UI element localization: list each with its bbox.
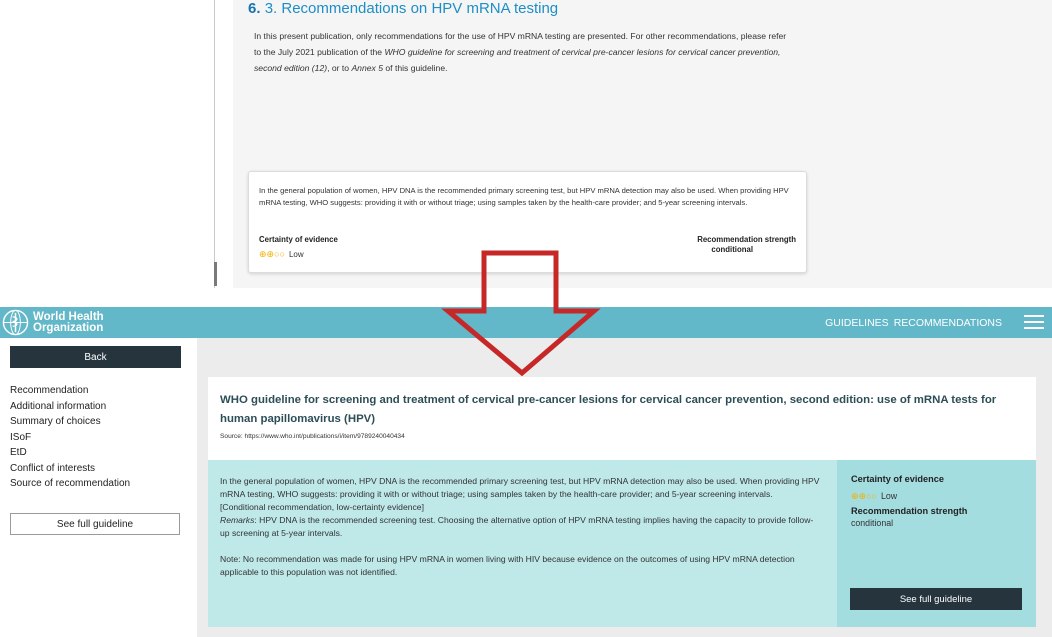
- guideline-source: Source: https://www.who.int/publications/i/item/9789240040434: [220, 433, 405, 440]
- recommendation-card: [208, 377, 1036, 627]
- hamburger-menu-icon[interactable]: [1024, 315, 1044, 331]
- sidebar-item-conflict-of-interests[interactable]: Conflict of interests: [10, 462, 96, 474]
- paragraph-text: In this present publication, only recommendations for the use of HPV mRNA testing are presented. For other recommendations, please refer to the July 2021 publication of the: [254, 31, 787, 57]
- logo-line: Organization: [33, 321, 104, 334]
- sidebar-item-summary-of-choices[interactable]: Summary of choices: [10, 416, 101, 427]
- down-arrow-icon: [440, 247, 605, 377]
- certainty-label: Certainty of evidence: [259, 235, 338, 244]
- section-title: 3. Recommendations on HPV mRNA testing: [264, 0, 559, 17]
- remarks-text: : HPV DNA is the recommended screening test. Choosing the alternative option of HPV mRNA testing implies having the capacity to provide follow-up screening at 5-year intervals.: [220, 515, 814, 538]
- recommendation-statement: In the general population of women, HPV DNA is the recommended primary screening test, but HPV mRNA detection may also be used. When providing HPV mRNA testing, WHO suggests: providing it with or without triage; using samples taken by the health-care provider; and 5-year screening intervals.: [220, 476, 820, 499]
- paragraph-text: , or to: [327, 63, 352, 73]
- sidebar-item-source-of-recommendation[interactable]: Source of recommendation: [10, 478, 131, 489]
- remarks-label: Remarks: [220, 515, 255, 525]
- sidebar: [0, 338, 197, 637]
- certainty-row: [259, 249, 304, 260]
- certainty-rating-icon: ⊕⊕○○: [851, 491, 877, 501]
- recommendation-box-text: In the general population of women, HPV DNA is the recommended primary screening test, but HPV mRNA detection may also be used. When providing HPV mRNA testing, WHO suggests: providing it with or without triage; using samples taken by the health-care provider; and 5-year screening intervals.: [259, 186, 789, 207]
- logo-line: World Health: [33, 310, 104, 323]
- who-logo-text: [33, 312, 104, 334]
- strength-value: conditional: [711, 245, 753, 254]
- strength-label: Recommendation strength: [851, 506, 968, 516]
- sidebar-nav: [10, 383, 130, 492]
- certainty-row: [851, 491, 897, 502]
- scroll-marker: [214, 262, 217, 286]
- divider: [214, 0, 215, 288]
- section-heading: [248, 0, 558, 17]
- paragraph-text: of this guideline.: [383, 63, 448, 73]
- sidebar-item-isof[interactable]: ISoF: [10, 431, 32, 443]
- strength-value: conditional: [851, 518, 894, 528]
- sidebar-item-recommendation[interactable]: Recommendation: [10, 385, 89, 396]
- certainty-rating-icon: ⊕⊕○○: [259, 249, 285, 259]
- certainty-value: Low: [288, 250, 304, 259]
- recommendation-remarks: [220, 514, 820, 540]
- see-full-guideline-button[interactable]: See full guideline: [850, 588, 1022, 610]
- section-number: 6.: [248, 0, 261, 17]
- recommendation-text: [220, 475, 820, 579]
- certainty-value: Low: [880, 491, 898, 501]
- certainty-label: Certainty of evidence: [851, 474, 944, 484]
- nav-recommendations[interactable]: RECOMMENDATIONS: [893, 316, 1002, 329]
- section-paragraph: [254, 28, 794, 76]
- back-button[interactable]: Back: [10, 346, 181, 368]
- evidence-panel: [837, 460, 1036, 627]
- recommendation-hiv-note: Note: No recommendation was made for using HPV mRNA in women living with HIV because evidence on the outcomes of using HPV mRNA detection applicable to this population was not identified.: [220, 554, 795, 577]
- who-logo[interactable]: [2, 307, 104, 338]
- paragraph-annex-link[interactable]: Annex 5: [351, 63, 383, 73]
- recommendation-panel: [208, 460, 837, 627]
- sidebar-item-additional-information[interactable]: Additional information: [10, 400, 107, 412]
- main-nav: [825, 307, 1002, 338]
- see-full-guideline-button[interactable]: See full guideline: [10, 513, 180, 535]
- sidebar-item-etd[interactable]: EtD: [10, 447, 27, 458]
- guideline-title: WHO guideline for screening and treatment of cervical pre-cancer lesions for cervical cancer prevention, second edition: use of mRNA tests for human papillomavirus (HPV): [220, 394, 997, 425]
- strength-label: Recommendation strength: [697, 235, 796, 244]
- nav-guidelines[interactable]: GUIDELINES: [825, 316, 889, 329]
- paragraph-guideline-link[interactable]: WHO guideline for screening and treatment of cervical pre-cancer lesions for cervical cancer prevention, second edition (12): [254, 47, 781, 73]
- recommendation-note: [Conditional recommendation, low-certainty evidence]: [220, 502, 424, 512]
- who-emblem-icon: [2, 309, 29, 336]
